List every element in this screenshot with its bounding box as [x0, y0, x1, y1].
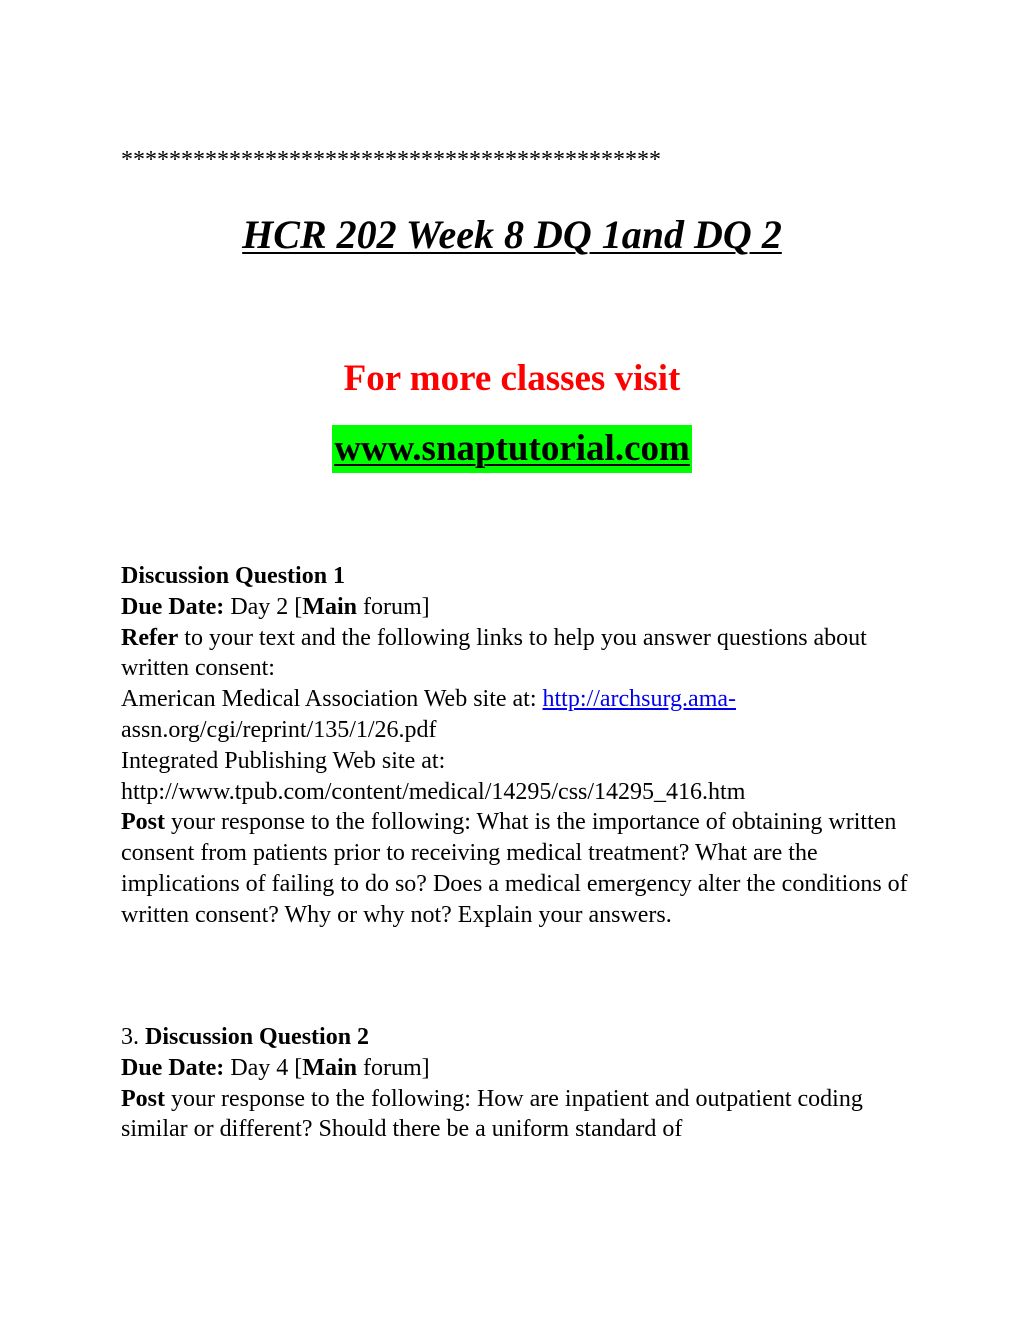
dq1-ama-text: American Medical Association Web site at:	[121, 686, 543, 713]
website-banner	[0, 425, 1024, 473]
discussion-question-1	[121, 561, 921, 931]
dq1-ama-cont: assn.org/cgi/reprint/135/1/26.pdf	[121, 716, 437, 743]
dq1-ip-text: Integrated Publishing Web site at:	[121, 747, 446, 774]
dq1-ama	[121, 684, 921, 746]
ama-link[interactable]: http://archsurg.ama-	[542, 686, 737, 713]
dq1-ip-url: http://www.tpub.com/content/medical/14295/css/14295_416.htm	[121, 778, 746, 805]
promo-text: For more classes visit	[343, 358, 681, 399]
dq1-refer-label: Refer	[121, 624, 179, 651]
dq1-heading	[121, 561, 921, 592]
dq2-heading	[121, 1022, 921, 1053]
dq1-forum-rest: forum]	[356, 593, 430, 620]
dq2-due-day: Day 4 [	[224, 1054, 303, 1081]
dq1-refer	[121, 623, 921, 685]
dq1-post-label: Post	[121, 809, 165, 836]
dq2-due-date	[121, 1053, 921, 1084]
dq1-refer-text: to your text and the following links to help you answer questions about written consent:	[121, 624, 867, 682]
dq2-post	[121, 1084, 921, 1146]
dq1-post-text: your response to the following: What is the importance of obtaining written consent from patients prior to receiving medical treatment? What are the implications of failing to do so? Does a medical emergency alter the conditions of written consent? Why or why not? Explain your answers.	[121, 809, 908, 928]
dq2-number: 3.	[121, 1024, 145, 1050]
website-link[interactable]: www.snaptutorial.com	[332, 425, 692, 473]
dq2-post-label: Post	[121, 1085, 165, 1112]
dq1-heading-text: Discussion Question 1	[121, 563, 346, 589]
dq1-forum-bold: Main	[302, 593, 357, 620]
star-divider: *********************************************	[121, 147, 661, 173]
dq1-due-day: Day 2 [	[224, 593, 303, 620]
dq2-due-label: Due Date:	[121, 1054, 225, 1081]
dq1-due-label: Due Date:	[121, 593, 225, 620]
dq1-post	[121, 807, 921, 930]
dq1-ip	[121, 746, 921, 808]
dq2-heading-text: Discussion Question 2	[145, 1024, 370, 1050]
dq1-due-date	[121, 592, 921, 623]
document-title: HCR 202 Week 8 DQ 1and DQ 2	[242, 212, 782, 257]
dq2-post-text: your response to the following: How are inpatient and outpatient coding similar or different? Should there be a uniform standard of	[121, 1085, 863, 1143]
dq2-forum-rest: forum]	[356, 1054, 430, 1081]
discussion-question-2	[121, 1022, 921, 1145]
dq2-forum-bold: Main	[302, 1054, 357, 1081]
